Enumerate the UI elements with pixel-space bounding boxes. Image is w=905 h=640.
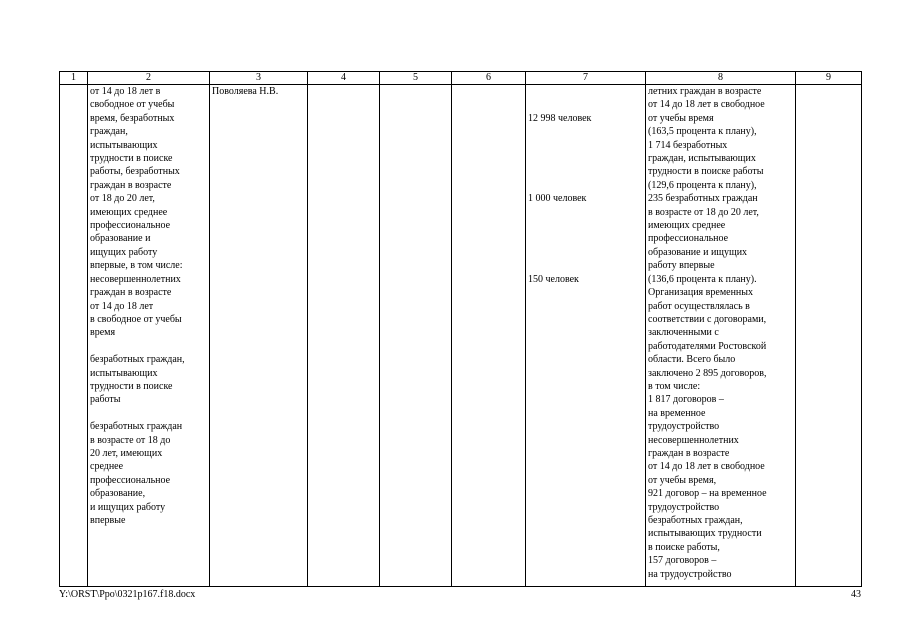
column-number-2: 2 bbox=[88, 72, 210, 85]
cell-col-2-description: от 14 до 18 лет в свободное от учебы время, безработных граждан, испытывающих трудности в поиске работы, безработных граждан в возрасте от 18 до 20 лет, имеющих среднее профессиональное образование и ищущих работу впервые, в том числе: несовершеннолетних граждан в возрасте от 14 до 18 лет в свободное от учебы время безработных граждан, испытывающих трудности в поиске работы безработных граждан в возрасте от 18 до 20 лет, имеющих среднее профессиональное образование, и ищущих работу впервые bbox=[88, 85, 210, 587]
cell-col-5 bbox=[380, 85, 452, 587]
column-number-4: 4 bbox=[308, 72, 380, 85]
column-number-6: 6 bbox=[452, 72, 526, 85]
cell-col-1 bbox=[60, 85, 88, 587]
cell-col-8-result: летних граждан в возрасте от 14 до 18 лет в свободное от учебы время (163,5 процента к плану), 1 714 безработных граждан, испытывающих трудности в поиске работы (129,6 процента к плану), 235 безработных граждан в возрасте от 18 до 20 лет, имеющих среднее профессиональное образование и ищущих работу впервые (136,6 процента к плану). Организация временных работ осуществлялась в соответствии с договорами, заключенными с работодателями Ростовской области. Всего было заключено 2 895 договоров, в том числе: 1 817 договоров – на временное трудоустройство несовершеннолетних граждан в возрасте от 14 до 18 лет в свободное от учебы время, 921 договор – на временное трудоустройство безработных граждан, испытывающих трудности в поиске работы, 157 договоров – на трудоустройство bbox=[646, 85, 796, 587]
cell-col-9 bbox=[796, 85, 862, 587]
cell-col-6 bbox=[452, 85, 526, 587]
table-row bbox=[60, 85, 862, 587]
document-table bbox=[59, 71, 862, 587]
column-number-3: 3 bbox=[210, 72, 308, 85]
header-row bbox=[60, 72, 862, 85]
column-number-9: 9 bbox=[796, 72, 862, 85]
footer-file-path: Y:\ORST\Ppo\0321p167.f18.docx bbox=[59, 589, 196, 600]
column-number-7: 7 bbox=[526, 72, 646, 85]
column-number-8: 8 bbox=[646, 72, 796, 85]
cell-col-7-planned: 12 998 человек 1 000 человек 150 человек bbox=[526, 85, 646, 587]
column-number-1: 1 bbox=[60, 72, 88, 85]
column-number-5: 5 bbox=[380, 72, 452, 85]
cell-col-3-responsible: Поволяева Н.В. bbox=[210, 85, 308, 587]
footer-page-number: 43 bbox=[851, 589, 861, 600]
cell-col-4 bbox=[308, 85, 380, 587]
